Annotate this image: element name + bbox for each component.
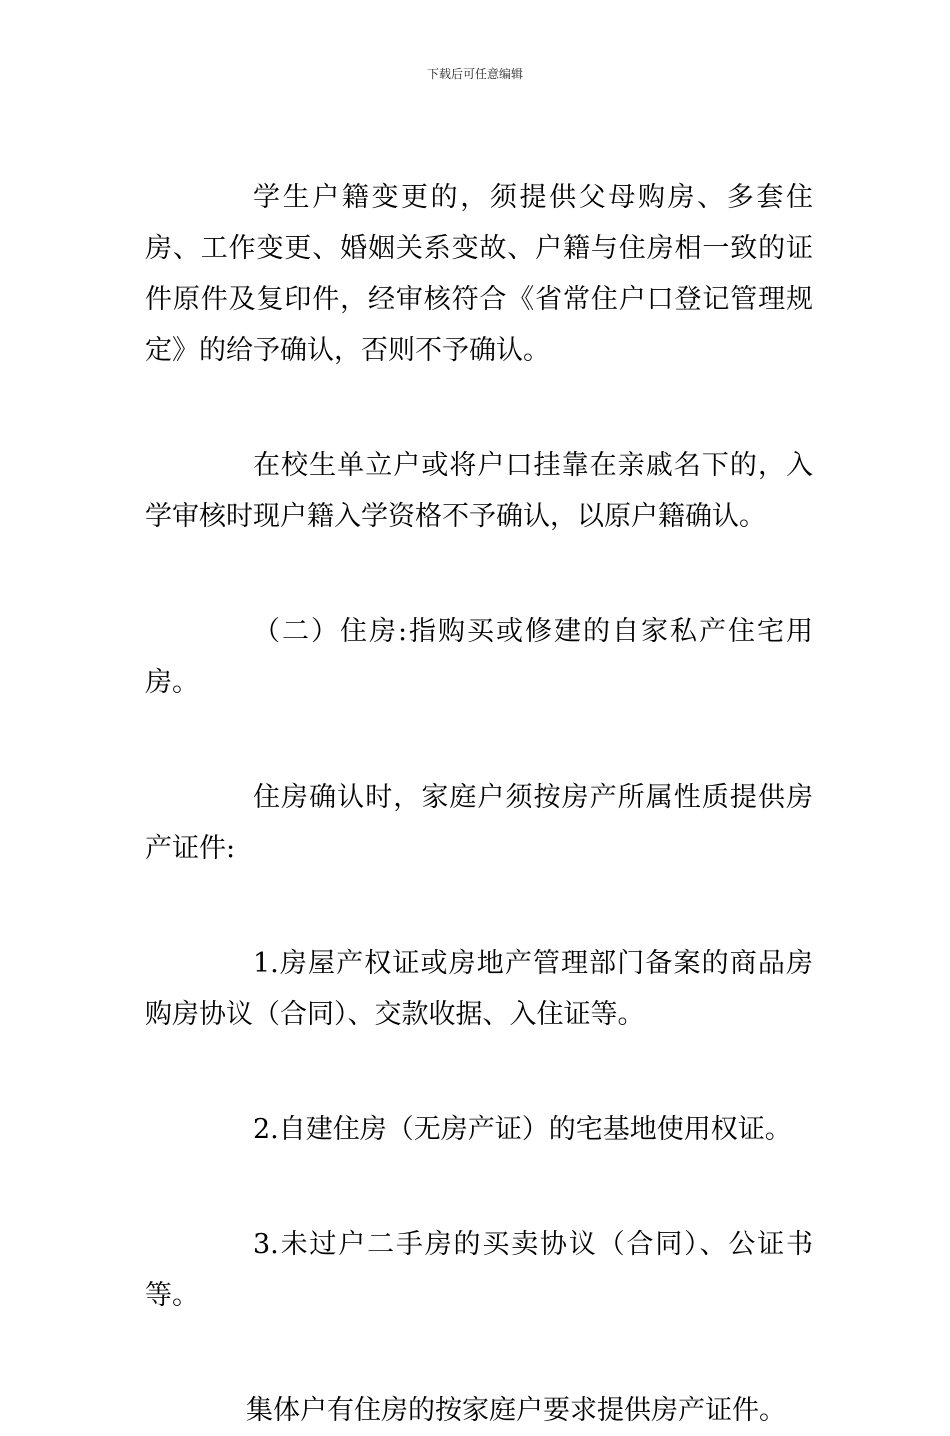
paragraph-item-2: 2.自建住房（无房产证）的宅基地使用权证。 — [253, 1114, 792, 1145]
paragraph-student-household-change: 学生户籍变更的，须提供父母购房、多套住房、工作变更、婚姻关系变故、户籍与住房相一致的证件原件及复印件，经审核符合《省常住户口登记管理规定》的给予确认，否则不予确认。 — [145, 182, 813, 366]
paragraph-housing-confirmation: 住房确认时，家庭户须按房产所属性质提供房产证件: — [145, 782, 813, 864]
document-body — [145, 172, 813, 1436]
page-header-note: 下载后可任意编辑 — [426, 67, 523, 81]
paragraph-item-1: 1.房屋产权证或房地产管理部门备案的商品房购房协议（合同）、交款收据、入住证等。 — [145, 948, 813, 1030]
paragraph-housing-definition: （二）住房:指购买或修建的自家私产住宅用房。 — [145, 616, 813, 698]
paragraph-separate-household: 在校生单立户或将户口挂靠在亲戚名下的，入学审核时现户籍入学资格不予确认，以原户籍确认。 — [145, 450, 813, 532]
paragraph-item-3: 3.未过户二手房的买卖协议（合同）、公证书等。 — [145, 1229, 813, 1311]
paragraph-collective-household: 集体户有住房的按家庭户要求提供房产证件。 — [246, 1395, 786, 1426]
